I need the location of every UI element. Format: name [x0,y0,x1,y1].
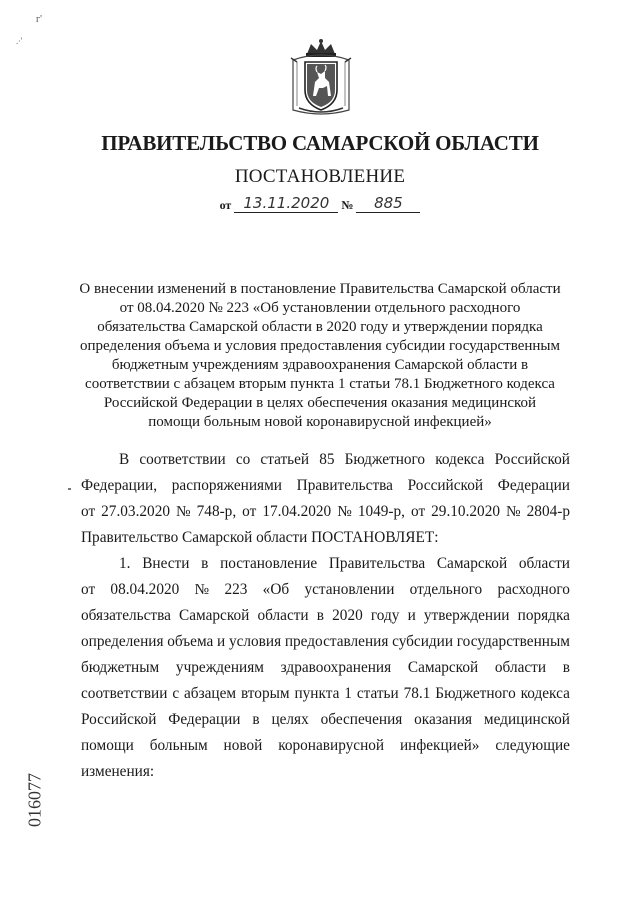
word: пункта [294,685,340,702]
word: 17.04.2020 [262,503,332,520]
government-title: ПРАВИТЕЛЬСТВО САМАРСКОЙ ОБЛАСТИ [101,131,539,155]
word: от [81,503,96,520]
document-subject [60,280,580,432]
body-line [81,473,570,499]
word: государственным [456,633,570,650]
subject-line: О внесении изменений в постановление Правительства Самарской области [79,281,561,297]
word: Бюджетного [344,451,426,468]
word: 78.1 [403,685,431,702]
word: вторым [240,685,290,702]
subject-line: бюджетным учреждениям здравоохранения Самарской области в [111,357,529,373]
samara-coat-of-arms-icon [289,38,353,118]
number-prefix: № [341,198,354,212]
word: в [562,659,570,676]
word: № [194,581,210,598]
word: 1 [344,685,352,702]
word: новой [223,737,263,754]
body-line [81,577,570,603]
word: Самарской [179,607,250,624]
word: области [257,607,309,624]
word: № [337,503,352,520]
subject-line: Российской Федерации в целях обеспечения оказания медицинской [103,395,537,411]
word: 748-р, [196,503,237,520]
word: от [81,581,96,598]
body-line [81,629,570,655]
word: Самарской [436,555,508,572]
word: обеспечения [320,711,403,728]
word: Российской [494,451,570,468]
word: коронавирусной [278,737,385,754]
registration-number-text: 016077 [24,773,45,827]
word: в [252,711,260,728]
word: предоставления [284,633,389,650]
word: Федерации [168,711,241,728]
word: 2804-р [526,503,570,520]
word: отдельного [409,581,483,598]
word: кодекса [520,685,570,702]
word: и [217,633,226,650]
date-prefix: от [219,198,232,212]
word: больным [149,737,208,754]
word: Правительства [296,477,393,494]
subject-line: помощи больным новой коронавирусной инфекцией» [148,414,492,430]
word: расходного [497,581,570,598]
word: обязательства [81,607,171,624]
date-number-line [0,194,640,218]
subject-line: обязательства Самарской области в 2020 году и утверждении порядка [97,319,543,335]
word: году [370,607,400,624]
word: 27.03.2020 [101,503,170,520]
word: соответствии [139,451,226,468]
word: и [407,607,416,624]
body-line [81,447,570,473]
word: учреждениям [175,659,264,676]
word: Российской [81,711,157,728]
word: области [518,555,570,572]
word: условия [228,633,282,650]
body-line [81,551,570,577]
word: 1049-р, [357,503,405,520]
word: Внести [142,555,190,572]
word: со [235,451,251,468]
word: в [316,607,324,624]
word: от [242,503,257,520]
word: № [176,503,191,520]
word: медицинской [483,711,570,728]
word: 08.04.2020 [110,581,180,598]
subject-line: от 08.04.2020 № 223 «Об установлении отдельного расходного [119,300,521,316]
body-line [81,499,570,525]
body-line [81,707,570,733]
word: бюджетным [81,659,160,676]
word: кодекса [435,451,485,468]
word: области [494,659,547,676]
word: утверждении [423,607,510,624]
word: оказания [414,711,473,728]
word: «Об [262,581,290,598]
word: 29.10.2020 [431,503,500,520]
body-line [81,603,570,629]
word: установлении [304,581,395,598]
word: в [201,555,209,572]
handwritten-date: 13.11.2020 [234,194,338,213]
word: В [119,451,130,468]
word: Федерации [497,477,570,494]
document-type: ПОСТАНОВЛЕНИЕ [234,166,406,187]
corner-mark: г' [36,14,42,25]
margin-ticks: .∙' [16,36,23,46]
word: № [506,503,521,520]
margin-dot [68,488,71,490]
word: постановление [220,555,318,572]
word: статьи [356,685,399,702]
document-body [81,447,570,785]
word: помощи [81,737,134,754]
word: соответствии [81,685,168,702]
subject-line: соответствии с абзацем вторым пункта 1 статьи 78.1 Бюджетного кодекса [85,376,555,392]
word: Бюджетного [435,685,516,702]
body-line [81,733,570,759]
word: 85 [319,451,335,468]
word: объема [167,633,214,650]
subject-line: определения объема и условия предоставления субсидии государственным [79,338,560,354]
word: субсидии [392,633,454,650]
registration-number [15,760,55,840]
body-line [81,655,570,681]
word: определения [81,633,164,650]
word: Правительства [328,555,426,572]
word: абзацем [184,685,237,702]
handwritten-number: 885 [356,194,420,213]
word: с [172,685,180,702]
word: от [411,503,426,520]
word: Самарской [407,659,479,676]
word: целях [271,711,309,728]
body-line [81,681,570,707]
body-line: Правительство Самарской области ПОСТАНОВЛЯЕТ: [81,529,439,546]
word: 2020 [332,607,363,624]
word: статьей [260,451,310,468]
word: Российской [407,477,484,494]
word: следующие [495,737,570,754]
word: инфекцией» [399,737,480,754]
word: порядка [517,607,570,624]
word: здравоохранения [280,659,392,676]
body-line: изменения: [81,763,155,780]
word: 223 [224,581,248,598]
word: распоряжениями [171,477,282,494]
word: 1. [119,555,131,572]
word: Федерации, [81,477,158,494]
